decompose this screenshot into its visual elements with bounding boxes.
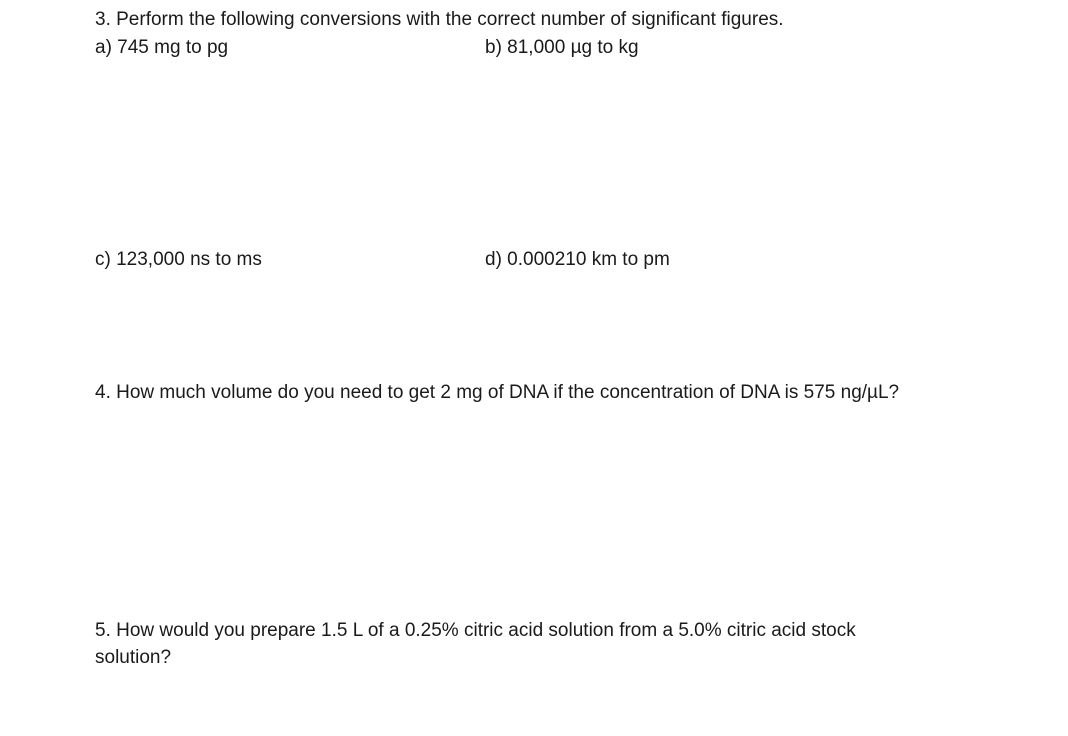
question-3d: d) 0.000210 km to pm — [485, 249, 670, 270]
question-3c: c) 123,000 ns to ms — [95, 249, 262, 270]
question-5-line-1: 5. How would you prepare 1.5 L of a 0.25% citric acid solution from a 5.0% citric acid stock — [95, 620, 856, 641]
question-5-line-2: solution? — [95, 647, 172, 668]
question-3-heading: 3. Perform the following conversions with the correct number of significant figures. — [95, 9, 784, 30]
question-3a: a) 745 mg to pg — [95, 37, 229, 58]
question-3b: b) 81,000 µg to kg — [485, 37, 639, 58]
question-4: 4. How much volume do you need to get 2 mg of DNA if the concentration of DNA is 575 ng/µL? — [95, 382, 900, 403]
